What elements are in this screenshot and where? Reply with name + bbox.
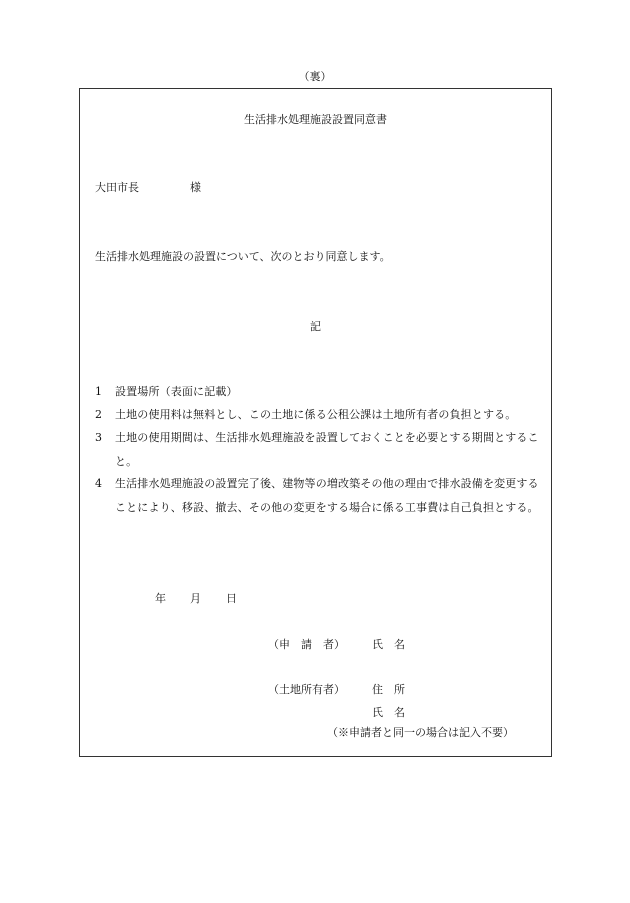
item-text-1: 設置場所（表面に記載） — [115, 385, 238, 398]
item-text-4: 生活排水処理施設の設置完了後、建物等の増改築その他の理由で排水設備を変更することにより、移設、撤去、その他の変更をする場合に係る工事費は自己負担とする。 — [115, 477, 539, 514]
ki-heading: 記 — [310, 320, 321, 333]
item-number-2: 2 — [95, 408, 102, 421]
applicant-name-label: 氏 名 — [372, 638, 405, 651]
intro-statement: 生活排水処理施設の設置について、次のとおり同意します。 — [95, 250, 391, 263]
landowner-label: （土地所有者） — [268, 683, 345, 696]
item-text-2: 土地の使用料は無料とし、この土地に係る公租公課は土地所有者の負担とする。 — [115, 408, 517, 421]
consent-form — [79, 88, 552, 757]
landowner-address-label: 住 所 — [372, 683, 405, 696]
applicant-label: （申 請 者） — [268, 638, 345, 651]
item-text-3: 土地の使用期間は、生活排水処理施設を設置しておくことを必要とする期間とすること。 — [115, 431, 539, 468]
item-number-4: 4 — [95, 477, 102, 490]
date-month: 月 — [190, 592, 201, 605]
date-year: 年 — [155, 592, 166, 605]
document-title: 生活排水処理施設設置同意書 — [244, 113, 387, 126]
page-side-label: （裏） — [298, 70, 332, 83]
item-number-3: 3 — [95, 431, 102, 444]
landowner-name-label: 氏 名 — [372, 706, 405, 719]
honorific: 様 — [190, 181, 201, 194]
date-day: 日 — [226, 592, 237, 605]
addressee: 大田市長 — [95, 181, 139, 194]
landowner-note: （※申請者と同一の場合は記入不要） — [327, 726, 514, 739]
item-number-1: 1 — [95, 385, 102, 398]
